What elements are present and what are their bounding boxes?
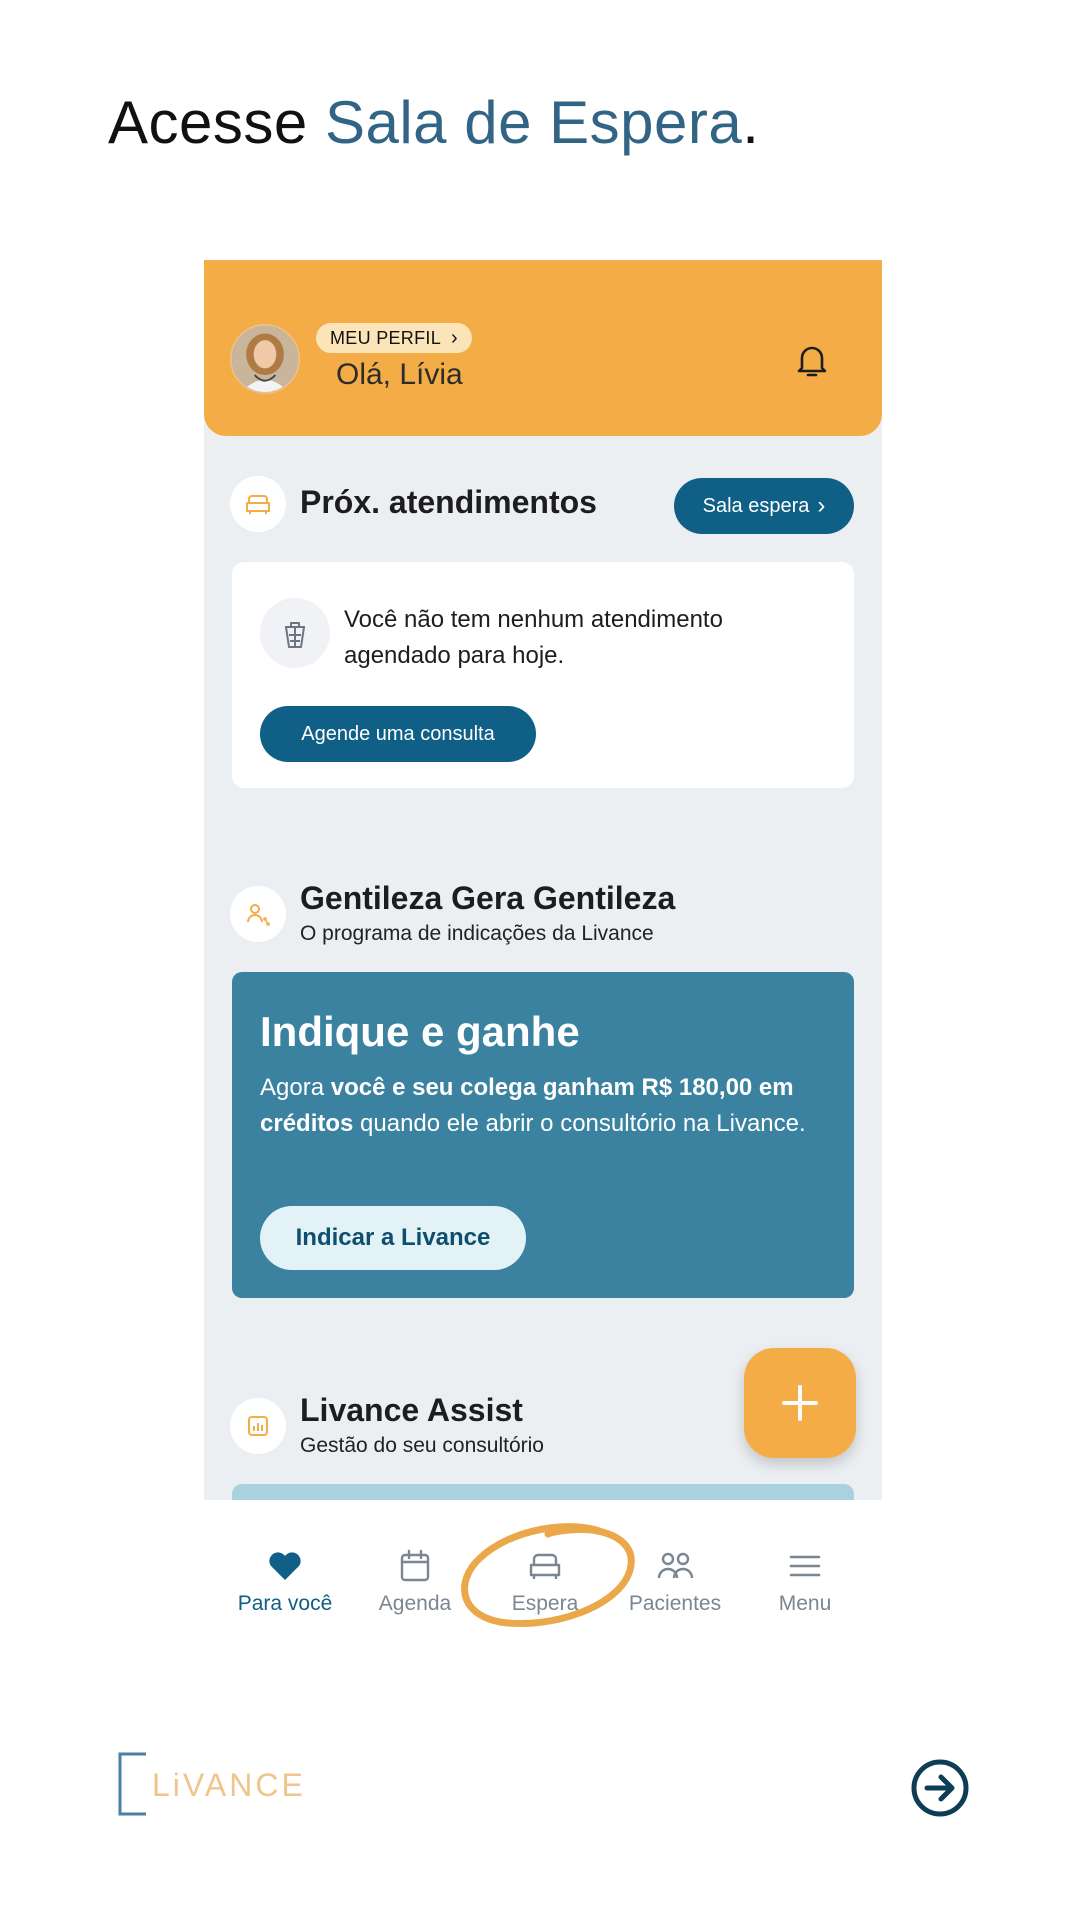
livance-logo <box>116 1750 316 1820</box>
nav-label: Agenda <box>378 1592 452 1615</box>
my-profile-label: MEU PERFIL <box>330 327 442 348</box>
arrow-right-circle-icon[interactable] <box>910 1758 970 1818</box>
promo-title: Indique e ganhe <box>260 1008 580 1055</box>
schedule-appointment-button[interactable] <box>260 706 536 762</box>
waiting-room-button-label: Sala espera <box>702 494 810 517</box>
menu-icon <box>785 1546 825 1586</box>
logo-text: LiVANCE <box>152 1767 306 1803</box>
promo-text-bold: você e seu colega ganham R$ 180,00 em créditos <box>260 1074 794 1137</box>
cup-icon <box>260 598 330 668</box>
bottom-navigation <box>204 1500 882 1630</box>
people-icon <box>655 1546 695 1586</box>
nav-label: Pacientes <box>628 1592 722 1615</box>
empty-appointments-card <box>232 562 854 788</box>
promo-text <box>260 1070 840 1142</box>
chevron-right-icon: › <box>817 492 826 519</box>
referral-section-icon <box>230 886 286 942</box>
greeting-text: Olá, Lívia <box>336 358 463 391</box>
avatar[interactable] <box>230 324 300 394</box>
referral-promo-card <box>232 972 854 1298</box>
heart-icon <box>265 1546 305 1586</box>
plus-icon <box>778 1381 822 1425</box>
instruction-headline <box>108 88 759 157</box>
schedule-appointment-label: Agende uma consulta <box>301 722 495 745</box>
nav-label: Menu <box>778 1592 832 1615</box>
appointments-title: Próx. atendimentos <box>300 484 597 520</box>
assist-subtitle: Gestão do seu consultório <box>300 1434 544 1457</box>
nav-item-para-voce[interactable] <box>220 1546 350 1616</box>
nav-label: Para você <box>237 1592 333 1615</box>
assist-title: Livance Assist <box>300 1392 523 1428</box>
refer-livance-button[interactable] <box>260 1206 526 1270</box>
promo-text-part: Agora <box>260 1074 331 1101</box>
sofa-icon <box>525 1546 565 1586</box>
referral-subtitle: O programa de indicações da Livance <box>300 922 654 945</box>
calendar-icon <box>395 1546 435 1586</box>
app-header <box>204 260 882 436</box>
referral-title: Gentileza Gera Gentileza <box>300 880 676 916</box>
waiting-room-button[interactable] <box>674 478 854 534</box>
add-fab-button[interactable] <box>744 1348 856 1458</box>
promo-text-part: quando ele abrir o consultório na Livance. <box>353 1110 806 1137</box>
nav-item-pacientes[interactable] <box>610 1546 740 1616</box>
sofa-section-icon <box>230 476 286 532</box>
instruction-highlight: Sala de Espera <box>324 89 743 156</box>
app-screen <box>204 260 882 1500</box>
bell-icon[interactable] <box>788 336 836 384</box>
instruction-prefix: Acesse <box>108 89 325 156</box>
chevron-right-icon: › <box>451 327 458 349</box>
assist-card-preview <box>232 1484 854 1500</box>
my-profile-link[interactable] <box>316 323 472 353</box>
empty-appointments-message: Você não tem nenhum atendimento agendado para hoje. <box>344 606 723 669</box>
nav-item-espera[interactable] <box>480 1546 610 1616</box>
nav-item-menu[interactable] <box>740 1546 870 1616</box>
nav-label: Espera <box>511 1592 579 1615</box>
chart-section-icon <box>230 1398 286 1454</box>
instruction-suffix: . <box>742 89 760 156</box>
nav-item-agenda[interactable] <box>350 1546 480 1616</box>
refer-livance-label: Indicar a Livance <box>295 1224 491 1251</box>
